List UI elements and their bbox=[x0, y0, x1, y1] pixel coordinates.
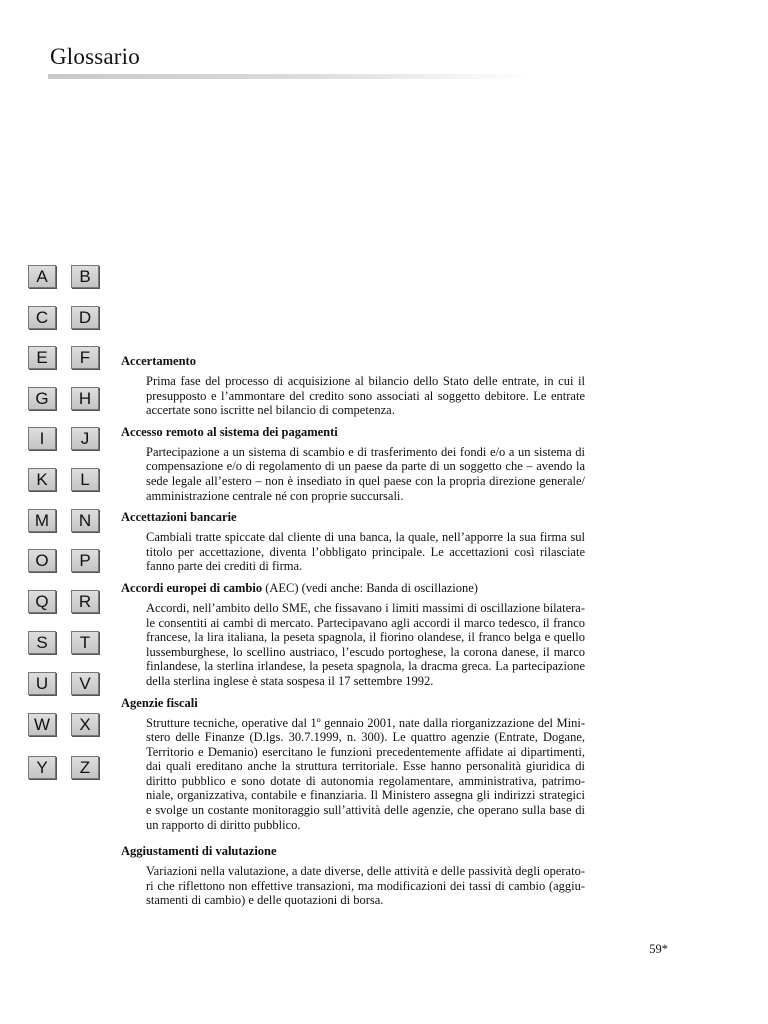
title-rule bbox=[48, 74, 530, 79]
entry-definition: Strutture tecniche, operative dal 1º gennaio 2001, nate dalla riorganizzazione del Mini-stero delle Finanze (D.lgs. 30.7.1999, n. 300). Le quattro agenzie (Entrate, Dogane, Territorio e Demanio) esercitano le funzioni precedentemente affidate ai dipartimenti, dai quali ereditano anche la struttura territoriale. Esse hanno personalità giuridica di diritto pubblico e sono dotate di autonomia regolamentare, amministrativa, patrimo-niale, organizzativa, contabile e finanziaria. Il Ministero assegna gli indirizzi strategici e svolge un costante monitoraggio sull’attività delle agenzie, che operano sulla base di un rapporto di diritto pubblico. bbox=[146, 715, 585, 832]
letter-button-u[interactable]: U bbox=[28, 672, 56, 695]
glossary-entry bbox=[121, 581, 585, 689]
glossary-entries bbox=[121, 354, 585, 915]
letter-button-v[interactable]: V bbox=[71, 672, 99, 695]
letter-button-j[interactable]: J bbox=[71, 427, 99, 450]
letter-button-g[interactable]: G bbox=[28, 387, 56, 410]
letter-button-m[interactable]: M bbox=[28, 509, 56, 532]
glossary-entry bbox=[121, 510, 585, 574]
glossary-entry bbox=[121, 354, 585, 418]
letter-button-e[interactable]: E bbox=[28, 346, 56, 369]
letter-button-d[interactable]: D bbox=[71, 306, 99, 329]
entry-term: Aggiustamenti di valutazione bbox=[121, 844, 277, 859]
entry-note: (AEC) (vedi anche: Banda di oscillazione) bbox=[262, 580, 478, 595]
letter-button-f[interactable]: F bbox=[71, 346, 99, 369]
letter-button-k[interactable]: K bbox=[28, 468, 56, 491]
letter-button-y[interactable]: Y bbox=[28, 756, 56, 779]
letter-button-c[interactable]: C bbox=[28, 306, 56, 329]
letter-button-p[interactable]: P bbox=[71, 549, 99, 572]
letter-button-o[interactable]: O bbox=[28, 549, 56, 572]
letter-button-n[interactable]: N bbox=[71, 509, 99, 532]
glossary-entry bbox=[121, 844, 585, 908]
entry-definition: Partecipazione a un sistema di scambio e di trasferimento dei fondi e/o a un sistema di compensazione e/o di regolamento di un paese da parte di un soggetto che – avendo la sede legale all’estero – non è insediato in quel paese con la propria direzione generale/ amministrazione centrale né con proprie succursali. bbox=[146, 444, 585, 503]
letter-button-q[interactable]: Q bbox=[28, 590, 56, 613]
letter-button-l[interactable]: L bbox=[71, 468, 99, 491]
page-number: 59* bbox=[649, 942, 668, 956]
letter-button-w[interactable]: W bbox=[28, 713, 56, 736]
entry-definition: Prima fase del processo di acquisizione al bilancio dello Stato delle entrate, in cui il presupposto e l’ammontare del credito sono associati al soggetto debitore. Le entrate accertate sono iscritte nel bilancio di competenza. bbox=[146, 374, 585, 418]
entry-definition: Accordi, nell’ambito dello SME, che fissavano i limiti massimi di oscillazione bilatera-le consentiti ai cambi di mercato. Partecipavano agli accordi il marco tedesco, il franco francese, la lira italiana, la peseta spagnola, il fiorino olandese, il franco belga e quello lussemburghese, lo scellino austriaco, l’escudo portoghese, la corona danese, il marco finlandese, la sterlina irlandese, la peseta spagnola, la dracma greca. La partecipazione della sterlina inglese è stata sospesa il 17 settembre 1992. bbox=[146, 600, 585, 688]
entry-term: Agenzie fiscali bbox=[121, 695, 198, 710]
letter-button-a[interactable]: A bbox=[28, 265, 56, 288]
letter-button-x[interactable]: X bbox=[71, 713, 99, 736]
glossary-entry bbox=[121, 696, 585, 833]
glossary-entry bbox=[121, 425, 585, 503]
letter-button-r[interactable]: R bbox=[71, 590, 99, 613]
letter-button-b[interactable]: B bbox=[71, 265, 99, 288]
letter-button-h[interactable]: H bbox=[71, 387, 99, 410]
entry-definition: Variazioni nella valutazione, a date diverse, delle attività e delle passività degli operato-ri che riflettono non effettive transazioni, ma modificazioni dei tassi di cambio (aggiu-stamenti di cambio) e delle quotazioni di borsa. bbox=[146, 864, 585, 908]
entry-term: Accesso remoto al sistema dei pagamenti bbox=[121, 424, 338, 439]
entry-term: Accettazioni bancarie bbox=[121, 510, 237, 525]
entry-term: Accordi europei di cambio bbox=[121, 580, 263, 595]
letter-button-i[interactable]: I bbox=[28, 427, 56, 450]
entry-definition: Cambiali tratte spiccate dal cliente di una banca, la quale, nell’apporre la sua firma sul titolo per accettazione, diventa l’obbligato principale. Le accettazioni così rilasciate fanno parte dei crediti di firma. bbox=[146, 530, 585, 574]
entry-term: Accertamento bbox=[121, 354, 196, 368]
letter-button-z[interactable]: Z bbox=[71, 756, 99, 779]
letter-button-t[interactable]: T bbox=[71, 631, 99, 654]
page-title: Glossario bbox=[50, 44, 140, 69]
letter-button-s[interactable]: S bbox=[28, 631, 56, 654]
